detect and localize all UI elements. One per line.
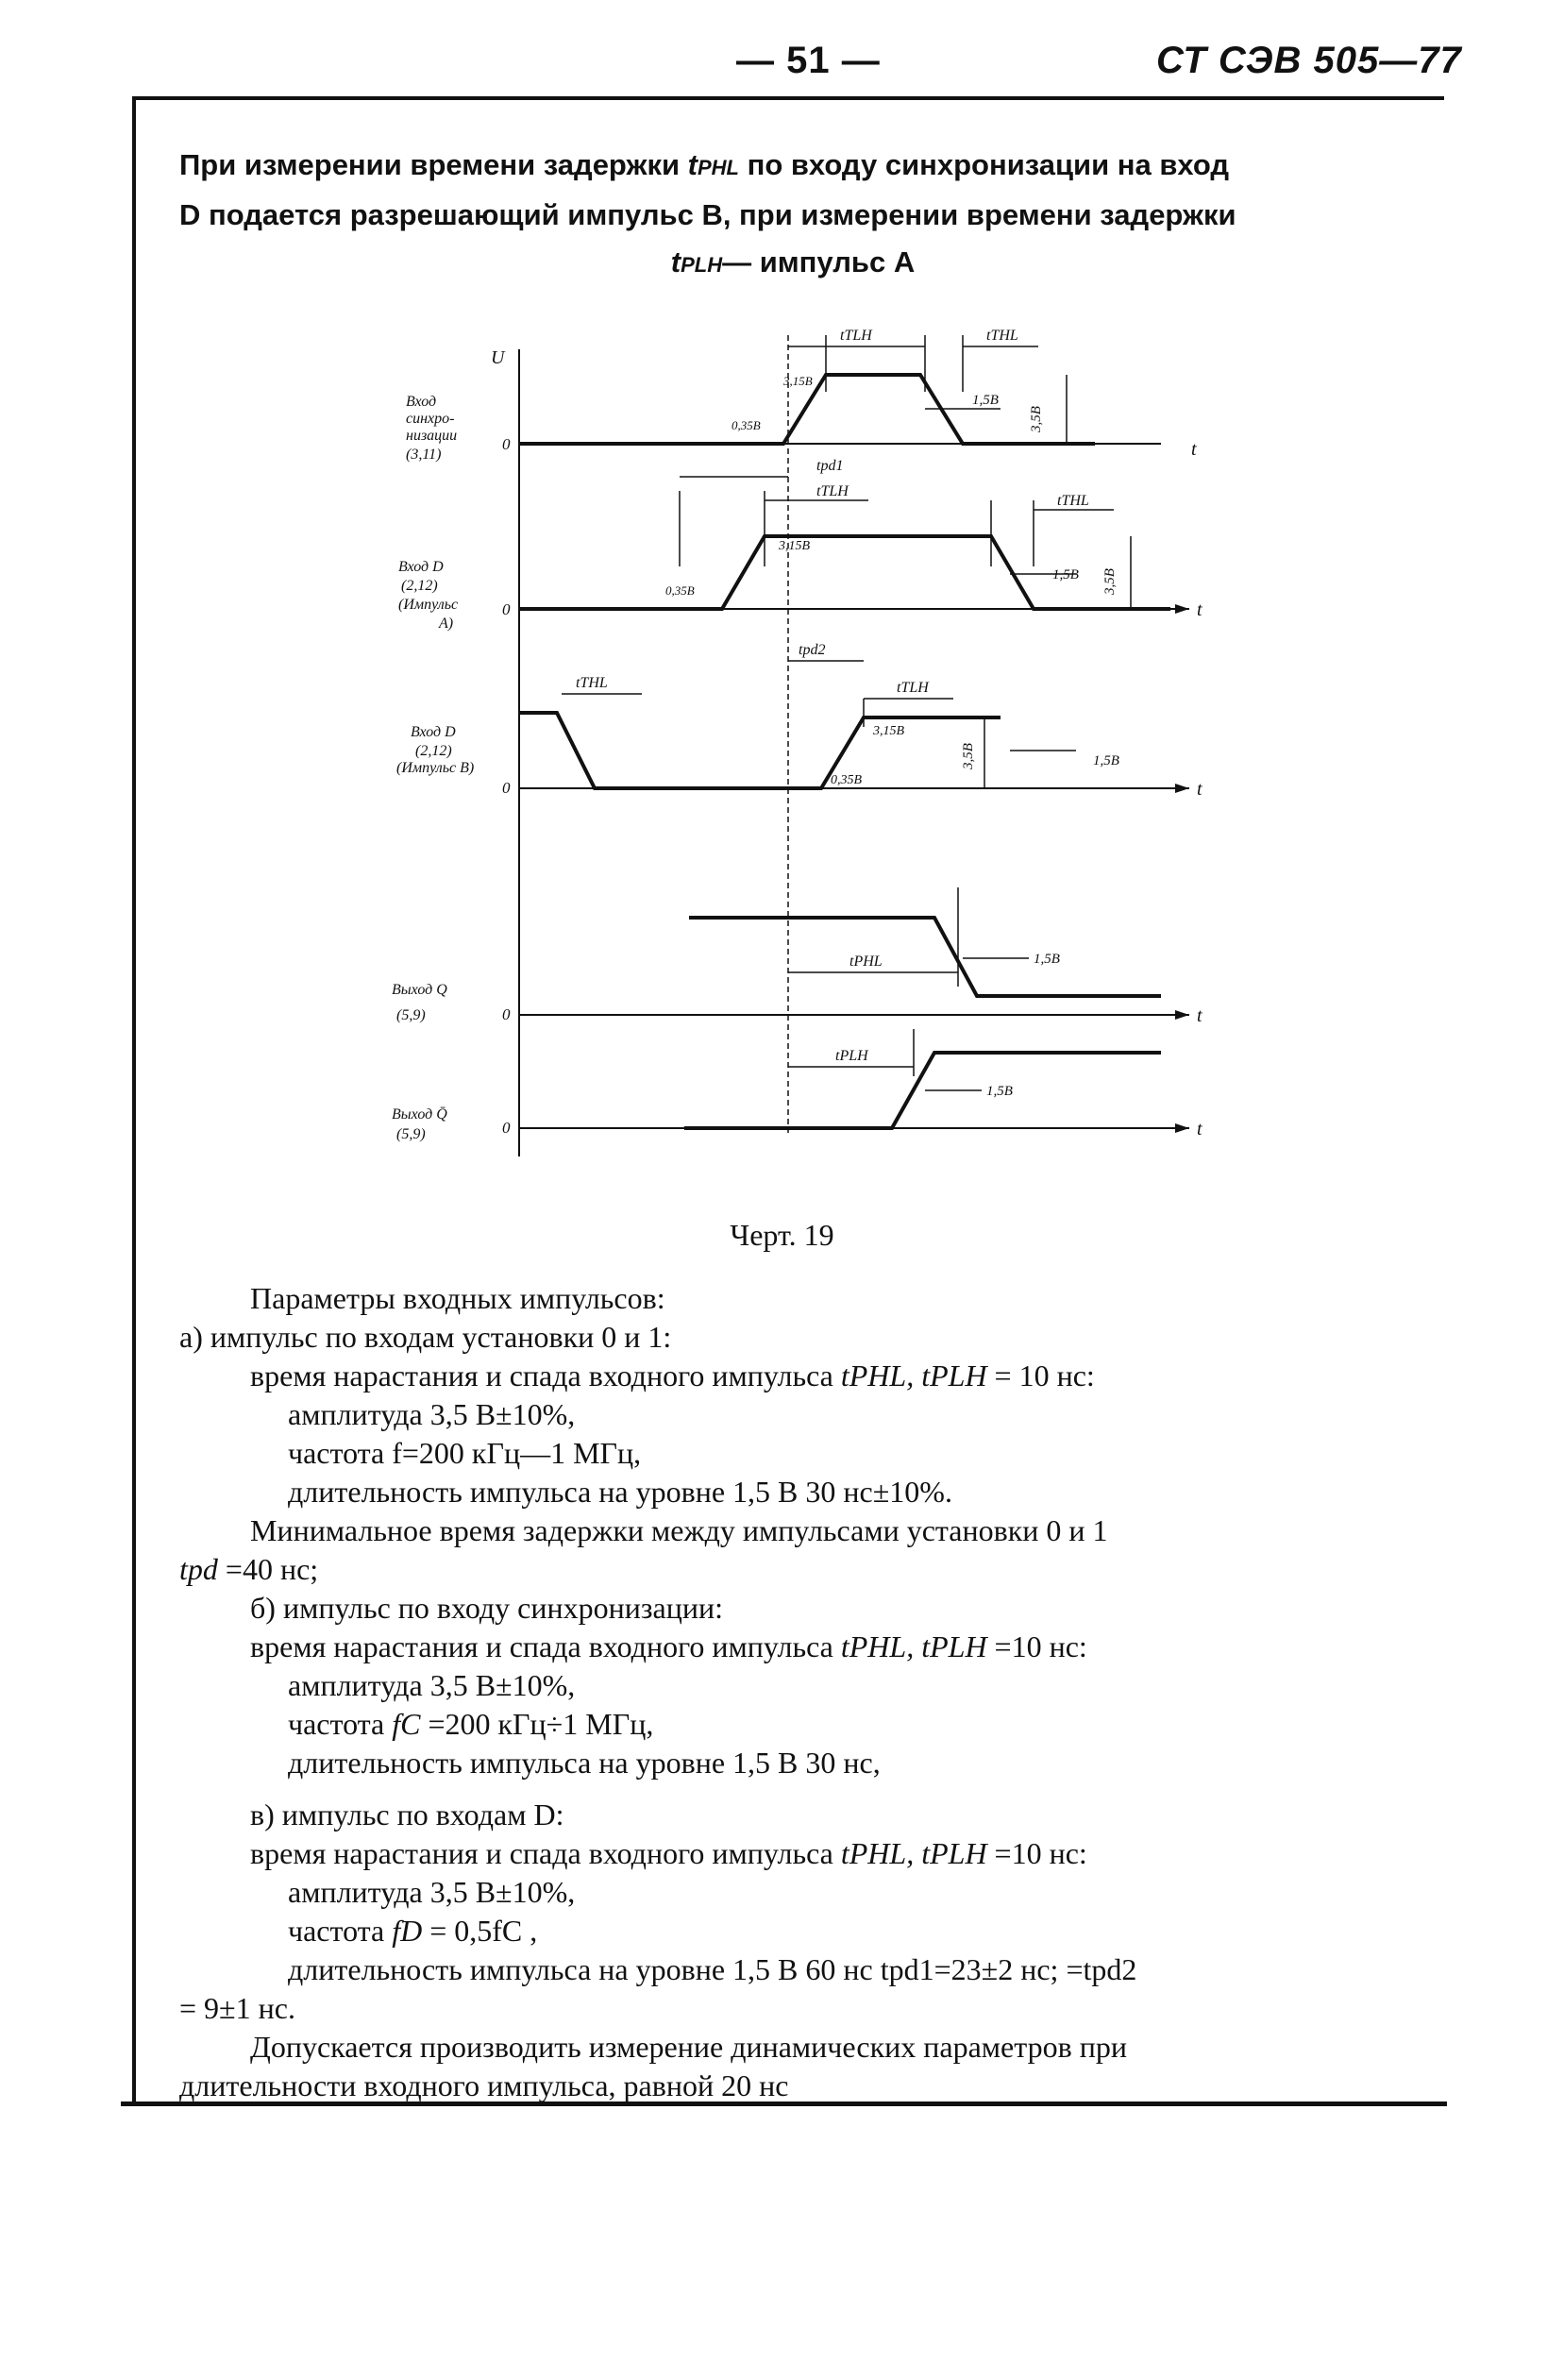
label-15-4: 1,5В: [1034, 952, 1060, 967]
body-line: б) импульс по входу синхронизации:: [250, 1591, 723, 1625]
arrow-t-trace5: [1175, 1123, 1189, 1133]
body-line: частота fC =200 кГц÷1 МГц,: [288, 1707, 654, 1741]
body-line: Допускается производить измерение динамических параметров при: [250, 2030, 1127, 2064]
intro-text-3: — импульс A: [722, 245, 916, 279]
trace3-label-b: (2,12): [415, 743, 452, 759]
page-number: — 51 —: [736, 40, 881, 81]
body-line: время нарастания и спада входного импульса tPHL, tPLH =10 нс:: [250, 1629, 1087, 1663]
label-tlh-1: tTLH: [840, 328, 872, 344]
trace1-label-b: синхро-: [406, 411, 455, 427]
trace3-label-c: (Импульс B): [396, 760, 475, 776]
frame-left-rule: [132, 96, 136, 2102]
label-315-2: 3,15В: [779, 539, 811, 553]
trace4-label-a: Выход Q: [392, 982, 447, 998]
trace3-label-a: Вход D: [411, 724, 456, 740]
arrow-t-trace2: [1175, 604, 1189, 614]
body-line: амплитуда 3,5 В±10%,: [288, 1397, 576, 1431]
body-line: амплитуда 3,5 В±10%,: [288, 1668, 576, 1702]
label-35-2: 3,5В: [1102, 568, 1118, 595]
standard-code: СТ СЭВ 505—77: [1156, 40, 1462, 81]
t-axis-label-5: t: [1197, 1119, 1202, 1139]
body-line: частота fD = 0,5fC ,: [288, 1914, 538, 1948]
trace3-waveform: [519, 713, 1001, 788]
body-line: tpd =40 нс;: [179, 1552, 319, 1586]
trace2-label-d: A): [439, 616, 454, 632]
label-thl-1: tTHL: [986, 328, 1018, 344]
zero-2: 0: [502, 600, 511, 618]
zero-4: 0: [502, 1005, 511, 1023]
label-phl: tPHL: [849, 954, 883, 970]
body-text: [179, 1279, 1406, 2105]
body-line: Параметры входных импульсов:: [250, 1281, 665, 1315]
body-line: частота f=200 кГц—1 МГц,: [288, 1436, 642, 1470]
trace5-label-a: Выход Q̄: [392, 1106, 447, 1122]
body-line: = 9±1 нс.: [179, 1991, 295, 2025]
label-315-1: 3,15В: [783, 374, 813, 388]
timing-diagram: [359, 321, 1208, 1180]
trace2-label-c: (Импульс: [398, 597, 459, 613]
trace4-label-b: (5,9): [396, 1007, 426, 1023]
body-line: длительность импульса на уровне 1,5 В 60 нс tpd1=23±2 нс; =tpd2: [288, 1952, 1137, 1986]
trace2-label-b: (2,12): [401, 578, 438, 594]
body-line: Минимальное время задержки между импульсами установки 0 и 1: [250, 1513, 1108, 1547]
label-plh: tPLH: [835, 1048, 868, 1064]
label-15-3: 1,5В: [1093, 753, 1119, 768]
label-thl-2: tTHL: [1057, 493, 1089, 509]
label-tlh-2: tTLH: [816, 483, 849, 499]
trace5-waveform: [684, 1053, 1161, 1128]
label-pd1: tpd1: [816, 458, 844, 474]
label-315-3: 3,15В: [873, 724, 905, 738]
intro-text-1: При измерении времени задержки: [179, 148, 681, 181]
zero-1: 0: [502, 435, 511, 453]
body-line: длительность импульса на уровне 1,5 В 30 нс±10%.: [288, 1475, 952, 1509]
label-pd2: tpd2: [799, 642, 826, 658]
trace2-label-a: Вход D: [398, 559, 444, 575]
label-35-3: 3,5В: [961, 743, 976, 769]
trace4-waveform: [689, 918, 1161, 996]
label-tlh-3: tTLH: [897, 680, 929, 696]
frame-top-rule: [132, 96, 1444, 100]
body-line: время нарастания и спада входного импульса tPHL, tPLH =10 нс:: [250, 1836, 1087, 1870]
label-15-1: 1,5В: [972, 393, 999, 408]
arrow-t-trace4: [1175, 1010, 1189, 1020]
label-thl-3: tTHL: [576, 675, 608, 691]
body-line: время нарастания и спада входного импульса tPHL, tPLH = 10 нс:: [250, 1359, 1095, 1393]
t-axis-label-2: t: [1197, 599, 1202, 620]
t-axis-label-4: t: [1197, 1005, 1202, 1026]
trace1-label-c: низации: [406, 428, 458, 444]
zero-3: 0: [502, 779, 511, 797]
label-15-2: 1,5В: [1052, 567, 1079, 582]
trace1-label-d: (3,11): [406, 447, 442, 463]
body-line: а) импульс по входам установки 0 и 1:: [179, 1320, 672, 1354]
intro-text-2: D подается разрешающий импульс B, при измерении времени задержки: [179, 198, 1236, 231]
u-axis-label: U: [491, 347, 505, 368]
intro-paragraph: [179, 142, 1406, 289]
label-035-3: 0,35В: [831, 773, 863, 787]
t-axis-label-3: t: [1197, 779, 1202, 800]
label-35-1: 3,5В: [1029, 406, 1044, 432]
figure-caption: Черт. 19: [730, 1218, 834, 1252]
intro-text-1-end: по входу синхронизации на вход: [747, 148, 1230, 181]
label-035-1: 0,35В: [732, 418, 761, 432]
intro-symbol-2: tPLH: [670, 245, 723, 279]
label-035-2: 0,35В: [665, 583, 695, 598]
label-15-5: 1,5В: [986, 1084, 1013, 1099]
body-line: длительности входного импульса, равной 20 нс: [179, 2068, 789, 2102]
body-line: длительность импульса на уровне 1,5 В 30 нс,: [288, 1746, 881, 1780]
zero-5: 0: [502, 1119, 511, 1137]
body-line: в) импульс по входам D:: [250, 1798, 564, 1831]
body-line: амплитуда 3,5 В±10%,: [288, 1875, 576, 1909]
trace1-label-a: Вход: [406, 394, 437, 410]
t-axis-label-1: t: [1191, 439, 1197, 460]
arrow-t-trace3: [1175, 784, 1189, 793]
trace5-label-b: (5,9): [396, 1126, 426, 1142]
intro-symbol-1: tPHL: [687, 148, 739, 181]
